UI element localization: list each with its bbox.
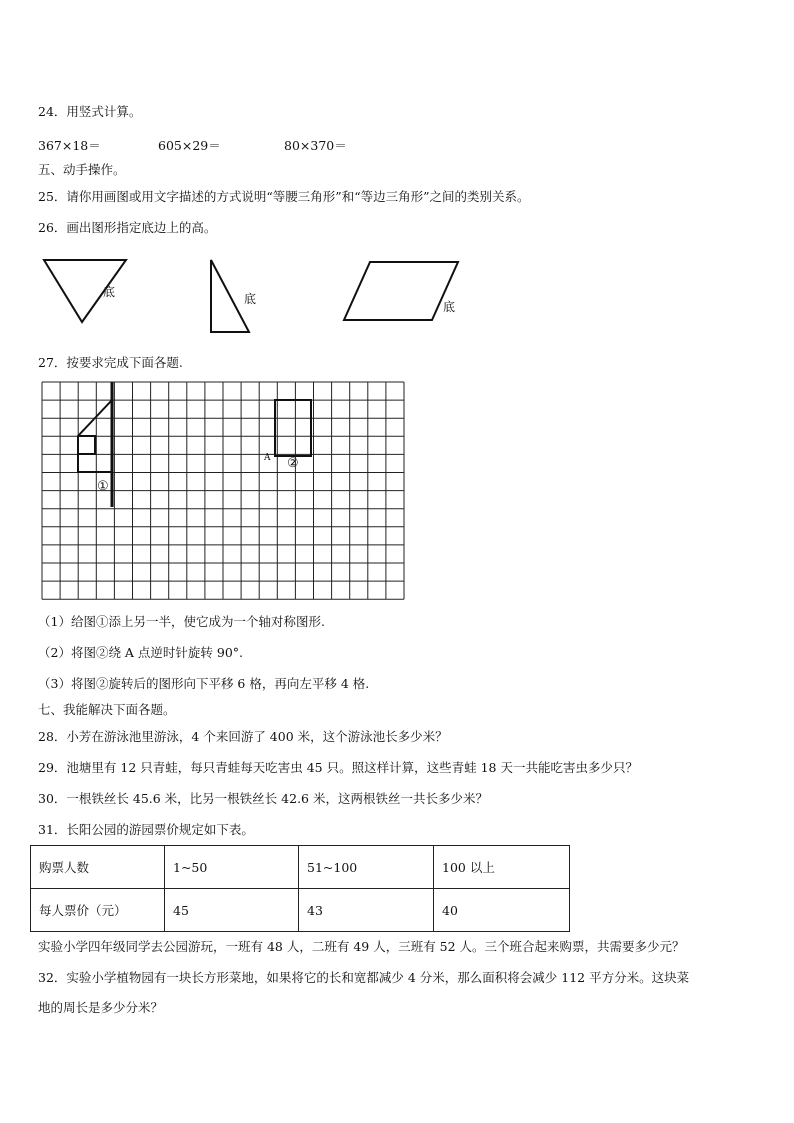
ticket-price-table [30,845,570,932]
grid-point-a: A [264,453,271,463]
table-cell: 每人票价（元） [31,889,165,932]
grid-figure-2-label: ② [287,456,299,471]
base-label-triangle-1: 底 [103,285,116,299]
q30-text: 30．一根铁丝长 45.6 米，比另一根铁丝长 42.6 米，这两根铁丝一共长多少米？ [38,791,488,806]
q27-sub3: （3）将图②旋转后的图形向下平移 6 格，再向左平移 4 格. [38,676,370,691]
table-cell: 51~100 [299,846,434,889]
q32-line-2: 地的周长是多少分米？ [38,1000,164,1015]
table-cell: 购票人数 [31,846,165,889]
section-5-heading: 五、动手操作。 [38,162,126,177]
calc-item-1: 367×18＝ [38,138,101,153]
base-label-triangle-2: 底 [244,292,257,306]
q31-title: 31．长阳公园的游园票价规定如下表。 [38,822,254,837]
table-cell: 1~50 [165,846,299,889]
q31-question: 实验小学四年级同学去公园游玩，一班有 48 人，二班有 49 人，三班有 52 人。三个班合起来购票，共需要多少元？ [38,939,685,954]
table-cell: 100 以上 [434,846,570,889]
base-label-parallelogram: 底 [443,300,456,314]
calc-item-2: 605×29＝ [158,138,221,153]
q26-title: 26．画出图形指定底边上的高。 [38,220,217,235]
table-row [31,889,570,932]
table-row [31,846,570,889]
q25-text: 25．请你用画图或用文字描述的方式说明“等腰三角形”和“等边三角形”之间的类别关系。 [38,189,530,204]
calc-item-3: 80×370＝ [284,138,347,153]
grid-figure-1-label: ① [97,479,109,494]
table-cell: 40 [434,889,570,932]
q24-title: 24．用竖式计算。 [38,104,142,119]
q32-line-1: 32．实验小学植物园有一块长方形菜地，如果将它的长和宽都减少 4 分米，那么面积将会减少 112 平方分米。这块菜 [38,970,690,985]
square-grid [0,380,794,620]
q27-title: 27．按要求完成下面各题. [38,355,183,370]
table-cell: 45 [165,889,299,932]
parallelogram-figure [0,250,794,350]
q28-text: 28．小芳在游泳池里游泳，4 个来回游了 400 米，这个游泳池长多少米？ [38,729,448,744]
q29-text: 29．池塘里有 12 只青蛙，每只青蛙每天吃害虫 45 只。照这样计算，这些青蛙 18 天一共能吃害虫多少只？ [38,760,638,775]
q27-sub2: （2）将图②绕 A 点逆时针旋转 90°. [38,645,244,660]
table-cell: 43 [299,889,434,932]
q27-sub1: （1）给图①添上另一半，使它成为一个轴对称图形. [38,614,325,629]
section-7-heading: 七、我能解决下面各题。 [38,702,176,717]
